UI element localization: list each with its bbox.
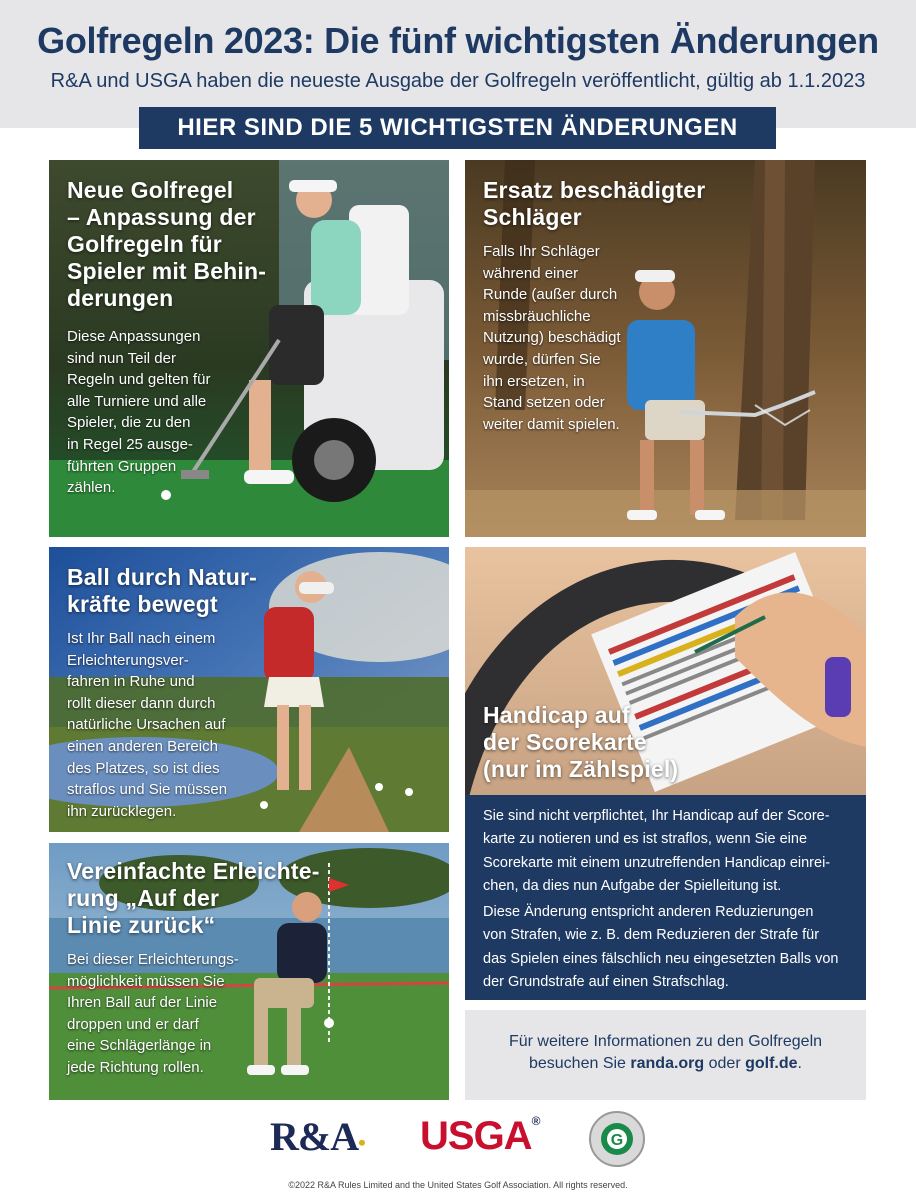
panel2-body-line: missbräuchliche (483, 307, 591, 325)
info-text: besuchen Sie (528, 1055, 631, 1072)
panel5-body-line: eine Schlägerlänge in (67, 1037, 212, 1055)
panel1-body-line: führten Gruppen (67, 457, 177, 475)
usga-logo (420, 1114, 539, 1159)
panel1-body-line: sind nun Teil der (67, 349, 176, 367)
panel3-body-line: ihn zurücklegen. (67, 802, 177, 820)
panel1-title-line: Neue Golfregel (67, 177, 234, 203)
usga-logo-reg: ® (531, 1114, 540, 1128)
panel1-body-line: zählen. (67, 479, 116, 497)
panel3-body-line: einen anderen Bereich (67, 737, 218, 755)
panel2-body-line: Runde (außer durch (483, 286, 618, 304)
panel4-body-line: Scorekarte mit einem unzutreffenden Handicap einrei- (483, 854, 831, 871)
ra-logo-dot: • (358, 1130, 365, 1155)
panel2-body-line: weiter damit spielen. (483, 415, 620, 433)
panel4-body-line: Sie sind nicht verpflichtet, Ihr Handicap auf der Score- (483, 808, 830, 824)
panel2-body-line: Nutzung) beschädigt (483, 329, 621, 347)
panel4-title-line: der Scorekarte (483, 729, 647, 755)
panel1-body-line: Spieler, die zu den (67, 414, 191, 432)
copyright: ©2022 R&A Rules Limited and the United States Golf Association. All rights reserved. (288, 1180, 628, 1190)
panel4-body-line: der Grundstrafe auf einen Strafschlag. (483, 974, 729, 991)
panel2-body-line: wurde, dürfen Sie (483, 350, 601, 368)
panel3-title-line: kräfte bewegt (67, 591, 218, 617)
panel3-body-line: Erleichterungsver- (67, 651, 189, 669)
panel1-body-line: Diese Anpassungen (67, 328, 201, 345)
panel3-body-line: fahren in Ruhe und (67, 673, 195, 691)
panel5-body-line: Ihren Ball auf der Linie (67, 994, 218, 1012)
dgv-logo (588, 1110, 646, 1173)
panel3-body-line: straflos und Sie müssen (67, 781, 228, 799)
ra-logo (270, 1113, 365, 1160)
panel3-body-line: Ist Ihr Ball nach einem (67, 630, 216, 647)
panel3-body-line: natürliche Ursachen auf (67, 716, 226, 734)
panel3-body-line: des Platzes, so ist dies (67, 759, 220, 777)
info-box (465, 1010, 866, 1100)
section-banner: HIER SIND DIE 5 WICHTIGSTEN ÄNDERUNGEN (139, 107, 776, 149)
panel1-body-line: alle Turniere und alle (67, 392, 207, 410)
panel-damaged-club (465, 160, 866, 537)
panel4-body-line: karte zu notieren und es ist straflos, wenn Sie eine (483, 831, 808, 848)
ra-logo-text: R&A (270, 1114, 359, 1159)
panel2-title-line: Ersatz beschädigter (483, 177, 706, 203)
panel1-body-line: in Regel 25 ausge- (67, 435, 193, 453)
panel-disability-rule (49, 160, 449, 537)
info-line (465, 1053, 866, 1075)
panel4-body-line: Diese Änderung entspricht anderen Reduzierungen (483, 904, 814, 920)
panel2-body-line: Stand setzen oder (483, 394, 605, 412)
panel1-body-line: Regeln und gelten für (67, 371, 211, 389)
panel1-title-line: Golfregeln für (67, 231, 222, 257)
page-subtitle: R&A und USGA haben die neueste Ausgabe der Golfregeln veröffentlicht, gültig ab 1.1.2023 (50, 70, 866, 92)
panel-handicap-scorecard (465, 547, 866, 1000)
panel5-title-line: Vereinfachte Erleichte- (67, 858, 320, 884)
panel2-body-line: Falls Ihr Schläger (483, 243, 600, 260)
panel2-body-line: ihn ersetzen, in (483, 372, 585, 390)
panel5-body-line: möglichkeit müssen Sie (67, 972, 225, 990)
randa-link[interactable]: randa.org (630, 1055, 705, 1072)
panel5-body-line: Bei dieser Erleichterungs- (67, 951, 239, 968)
panel1-title-line: Spieler mit Behin- (67, 258, 267, 284)
panel3-title-line: Ball durch Natur- (67, 564, 257, 590)
panel1-title-line: – Anpassung der (67, 204, 256, 230)
panel-ball-moved-by-nature (49, 547, 449, 832)
dgv-letter: G (610, 1132, 624, 1149)
info-line: Für weitere Informationen zu den Golfregeln (508, 1033, 823, 1050)
panel5-title-line: Linie zurück“ (67, 912, 216, 938)
page-title: Golfregeln 2023: Die fünf wichtigsten Änderungen (37, 20, 879, 61)
info-text: oder (704, 1055, 746, 1072)
panel2-title-line: Schläger (483, 204, 582, 230)
panel4-title-line: (nur im Zählspiel) (483, 756, 679, 782)
panel2-body-line: während einer (483, 264, 579, 282)
panel4-body-line: chen, da dies nun Aufgabe der Spielleitung ist. (483, 878, 782, 895)
panel4-body-line: von Strafen, wie z. B. dem Reduzieren der Strafe für (483, 927, 820, 944)
panel4-title-line: Handicap auf (483, 702, 630, 728)
dgv-seal-icon (588, 1110, 646, 1168)
panel3-body-line: rollt dieser dann durch (67, 694, 216, 712)
usga-logo-text: USGA (420, 1114, 532, 1158)
panel5-title-line: rung „Auf der (67, 885, 220, 911)
panel-back-on-the-line (49, 843, 449, 1100)
panel5-body-line: jede Richtung rollen. (67, 1058, 204, 1076)
info-text: . (797, 1055, 802, 1072)
golf-de-link[interactable]: golf.de (745, 1055, 798, 1072)
panel4-body-line: das Spielen eines fälschlich neu eingesetzten Balls von (483, 950, 839, 967)
panel5-body-line: droppen und er darf (67, 1015, 199, 1033)
panel1-title-line: derungen (67, 285, 174, 311)
